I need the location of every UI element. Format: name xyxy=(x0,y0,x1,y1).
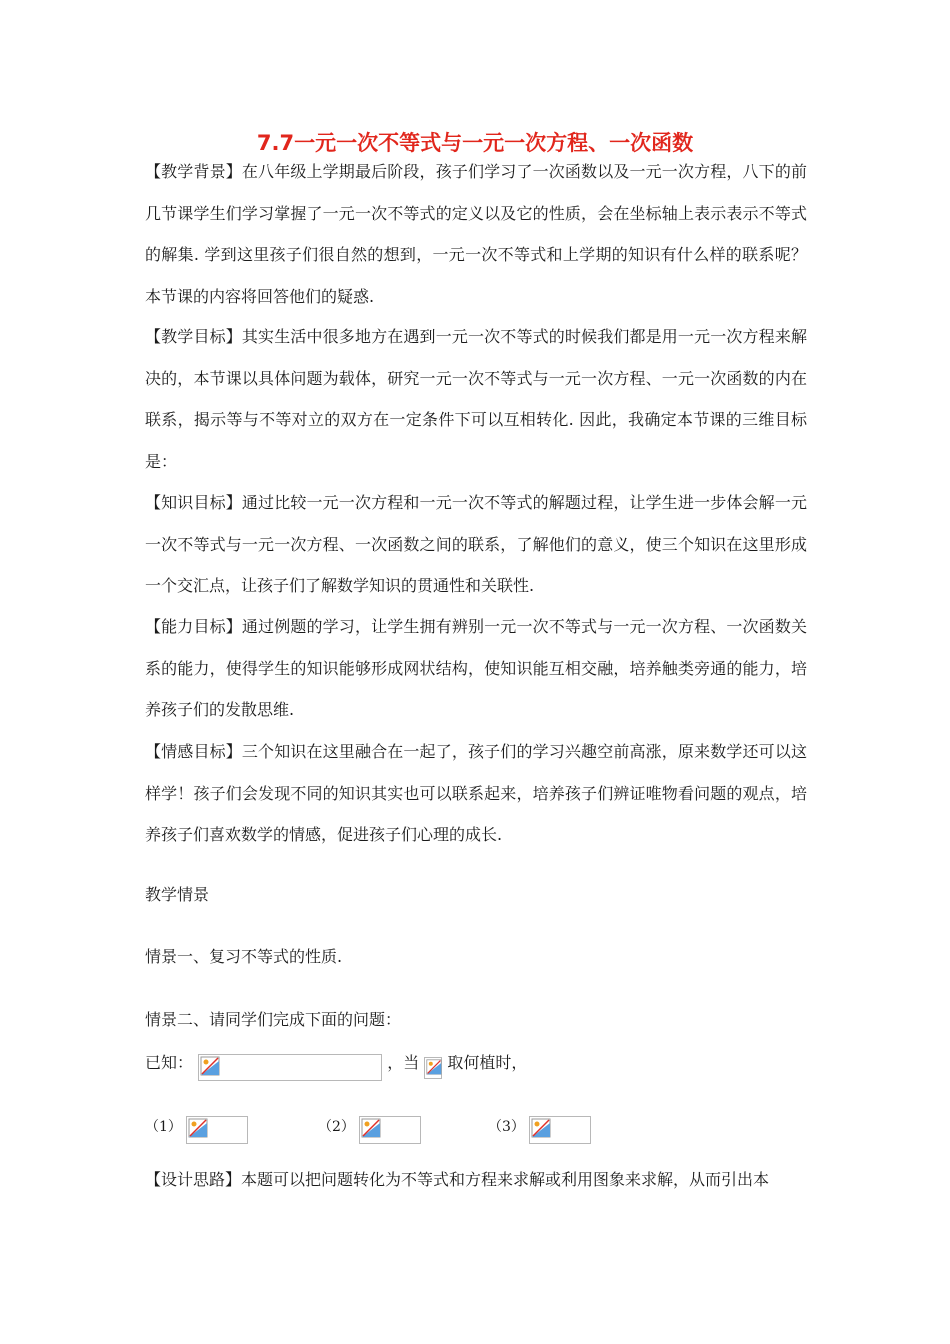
section-head: 【设计思路】 xyxy=(145,1170,242,1189)
broken-image-icon xyxy=(529,1116,591,1144)
subitem-label: （2） xyxy=(318,1119,355,1135)
subitem-label: （3） xyxy=(488,1119,525,1135)
section-teaching-goals xyxy=(145,316,807,482)
given-line xyxy=(145,1046,527,1081)
page-title: 7.7一元一次不等式与一元一次方程、一次函数 xyxy=(256,131,694,155)
section-head: 【教学背景】 xyxy=(145,162,242,181)
subitem-3 xyxy=(488,1110,591,1144)
section-ability-goals xyxy=(145,606,807,731)
subitem-1 xyxy=(145,1110,248,1144)
design-idea xyxy=(145,1168,769,1192)
scenario-two: 情景二、请同学们完成下面的问题： xyxy=(145,1010,402,1029)
section-head: 【知识目标】 xyxy=(145,493,242,512)
broken-image-icon xyxy=(359,1116,421,1144)
given-middle: ，当 xyxy=(387,1053,420,1072)
section-head: 【教学目标】 xyxy=(145,327,242,346)
section-text: 通过比较一元一次方程和一元一次不等式的解题过程，让学生进一步体会解一元一次不等式与一元一次方程、一次函数之间的联系，了解他们的意义，使三个知识在这里形成一个交汇点，让孩子们了解数学知识的贯通性和关联性. xyxy=(145,493,807,595)
section-text: 在八年级上学期最后阶段，孩子们学习了一次函数以及一元一次方程，八下的前几节课学生们学习掌握了一元一次不等式的定义以及它的性质，会在坐标轴上表示表示不等式的解集. 学到这里孩子们很自然的想到，一元一次不等式和上学期的知识有什么样的联系呢？本节课的内容将回答他们的疑惑. xyxy=(145,162,807,306)
section-head: 【能力目标】 xyxy=(145,617,242,636)
section-head: 【情感目标】 xyxy=(145,742,242,761)
section-teaching-background xyxy=(145,151,807,317)
section-knowledge-goals xyxy=(145,482,807,607)
section-text: 三个知识在这里融合在一起了，孩子们的学习兴趣空前高涨，原来数学还可以这样学！孩子们会发现不同的知识其实也可以联系起来，培养孩子们辨证唯物看问题的观点，培养孩子们喜欢数学的情感，促进孩子们心理的成长. xyxy=(145,742,807,844)
given-prefix: 已知： xyxy=(145,1053,194,1072)
section-text: 通过例题的学习，让学生拥有辨别一元一次不等式与一元一次方程、一次函数关系的能力，使得学生的知识能够形成网状结构，使知识能互相交融，培养触类旁通的能力，培养孩子们的发散思维. xyxy=(145,617,807,719)
scenario-heading: 教学情景 xyxy=(145,885,210,904)
subitem-2 xyxy=(318,1110,421,1144)
section-text: 其实生活中很多地方在遇到一元一次不等式的时候我们都是用一元一次方程来解决的，本节课以具体问题为载体，研究一元一次不等式与一元一次方程、一元一次函数的内在联系，揭示等与不等对立的双方在一定条件下可以互相转化. 因此，我确定本节课的三维目标是： xyxy=(145,327,807,471)
subitem-label: （1） xyxy=(145,1119,182,1135)
section-emotion-goals xyxy=(145,731,807,856)
broken-image-icon xyxy=(186,1116,248,1144)
scenario-one: 情景一、复习不等式的性质. xyxy=(145,947,343,966)
broken-image-icon xyxy=(198,1054,382,1081)
section-text: 本题可以把问题转化为不等式和方程来求解或利用图象来求解，从而引出本 xyxy=(241,1170,770,1189)
given-suffix: 取何植时， xyxy=(447,1053,528,1072)
broken-image-icon xyxy=(424,1057,442,1079)
